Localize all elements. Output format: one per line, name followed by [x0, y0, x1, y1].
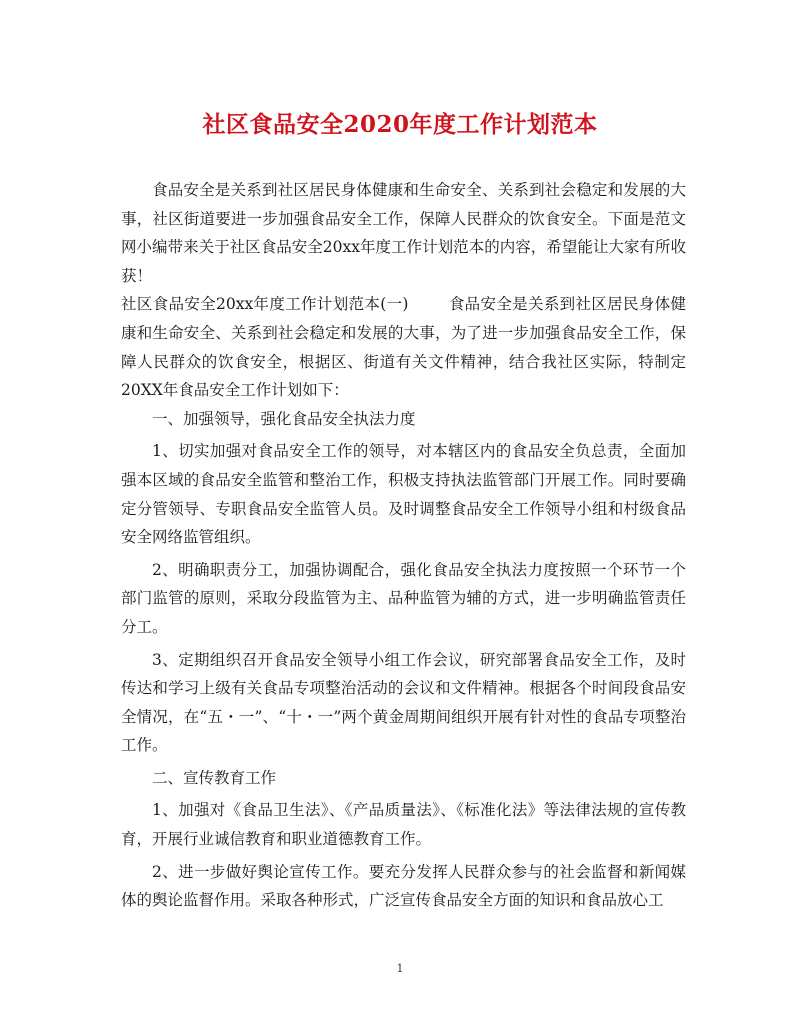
example-paragraph	[121, 290, 686, 404]
example-body: 食品安全是关系到社区居民身体健康和生命安全、关系到社会稳定和发展的大事，为了进一步加强食品安全工作，保障人民群众的饮食安全，根据区、街道有关文件精神，结合我社区实际，特制定20XX年食品安全工作计划如下：	[121, 295, 686, 400]
section1-item3: 3、定期组织召开食品安全领导小组工作会议，研究部署食品安全工作，及时传达和学习上级有关食品专项整治活动的会议和文件精神。根据各个时间段食品安全情况，在“五・一”、“十・一”两个黄金周期间组织开展有针对性的食品专项整治工作。	[121, 650, 686, 755]
section2-item2: 2、进一步做好舆论宣传工作。要充分发挥人民群众参与的社会监督和新闻媒体的舆论监督作用。采取各种形式，广泛宣传食品安全方面的知识和食品放心工	[121, 862, 686, 910]
document-title: 社区食品安全2020年度工作计划范本	[202, 111, 598, 138]
section2-heading: 二、宣传教育工作	[152, 768, 277, 787]
document-body	[121, 176, 686, 915]
section2-item1: 1、加强对《食品卫生法》、《产品质量法》、《标准化法》等法律法规的宣传教育，开展行业诚信教育和职业道德教育工作。	[121, 801, 686, 849]
example-heading: 社区食品安全20xx年度工作计划范本(一)	[121, 295, 409, 314]
page-number: 1	[396, 962, 404, 975]
intro-paragraph: 食品安全是关系到社区居民身体健康和生命安全、关系到社会稳定和发展的大事，社区街道要进一步加强食品安全工作，保障人民群众的饮食安全。下面是范文网小编带来关于社区食品安全20xx年度工作计划范本的内容，希望能让大家有所收获！	[121, 181, 686, 285]
section1-item1: 1、切实加强对食品安全工作的领导，对本辖区内的食品安全负总责，全面加强本区域的食品安全监管和整治工作，积极支持执法监管部门开展工作。同时要确定分管领导、专职食品安全监管人员。及时调整食品安全工作领导小组和村级食品安全网络监管组织。	[121, 442, 686, 547]
section1-heading: 一、加强领导，强化食品安全执法力度	[152, 409, 416, 428]
section1-item2: 2、明确职责分工，加强协调配合，强化食品安全执法力度按照一个环节一个部门监管的原则，采取分段监管为主、品种监管为辅的方式，进一步明确监管责任分工。	[121, 560, 686, 636]
